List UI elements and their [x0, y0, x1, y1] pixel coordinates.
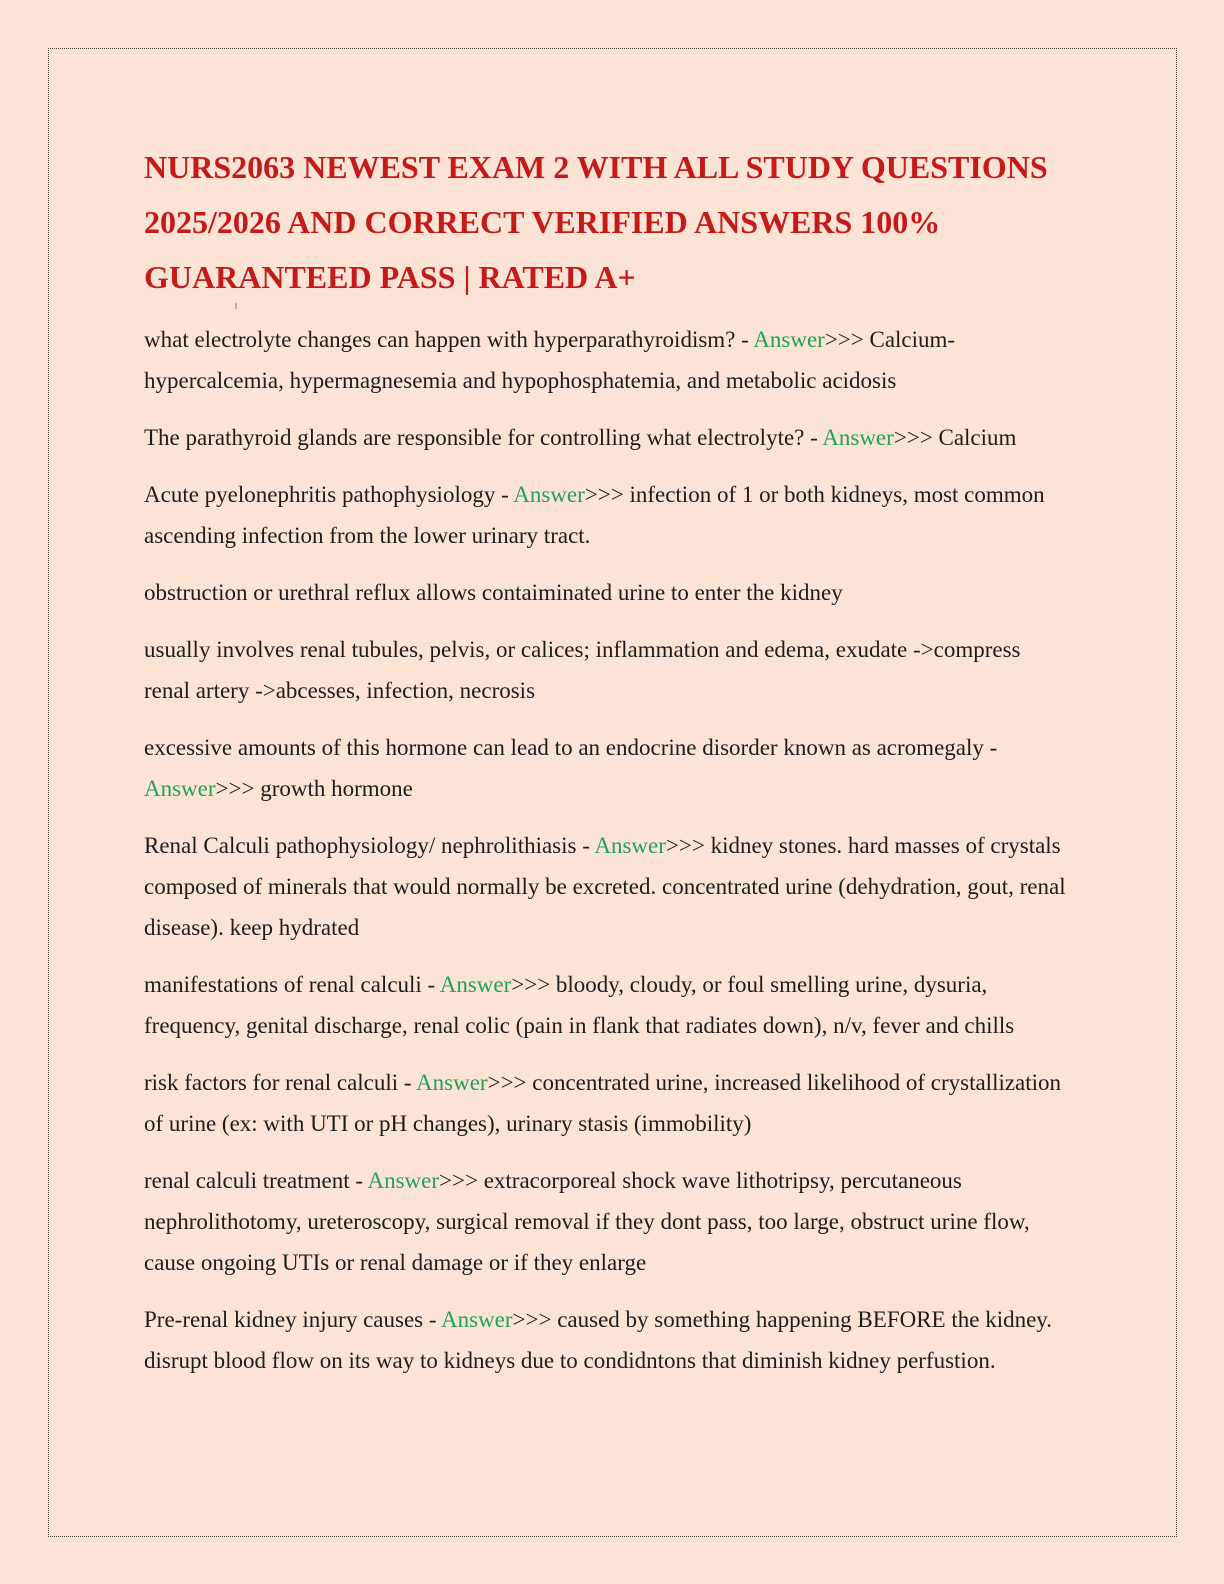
question-text: Acute pyelonephritis pathophysiology - [144, 482, 514, 507]
qa-paragraph [144, 572, 1070, 613]
answer-label: Answer [416, 1070, 488, 1095]
question-text: obstruction or urethral reflux allows contaiminated urine to enter the kidney [144, 580, 843, 605]
answer-text: >>> bloody, cloudy, or foul smelling urine, dysuria, frequency, genital discharge, renal colic (pain in flank that radiates down), n/v, fever and chills [144, 972, 1015, 1038]
qa-paragraph [144, 417, 1070, 458]
answer-text: >>> infection of 1 or both kidneys, most common ascending infection from the lower urinary tract. [144, 482, 1045, 548]
answer-text: >>> Calcium [893, 425, 1017, 450]
answer-label: Answer [753, 327, 825, 352]
qa-paragraph [144, 629, 1070, 711]
answer-label: Answer [513, 482, 585, 507]
question-text: risk factors for renal calculi - [144, 1070, 417, 1095]
answer-label: Answer [594, 833, 666, 858]
title-line-2: 2025/2026 AND CORRECT VERIFIED ANSWERS 100% [144, 204, 941, 240]
question-text: Renal Calculi pathophysiology/ nephrolithiasis - [144, 833, 595, 858]
answer-label: Answer [144, 776, 216, 801]
answer-text: >>> Calcium-hypercalcemia, hypermagnesemia and hypophosphatemia, and metabolic acidosis [144, 327, 956, 393]
question-text: Pre-renal kidney injury causes - [144, 1307, 441, 1332]
qa-paragraph [144, 1062, 1070, 1144]
answer-label: Answer [367, 1168, 440, 1193]
question-text: usually involves renal tubules, pelvis, or calices; inflammation and edema, exudate ->compress renal artery ->abcesses, infection, necrosis [144, 637, 1021, 703]
qa-paragraph [144, 474, 1070, 556]
answer-text: >>> kidney stones. hard masses of crystals composed of minerals that would normally be excreted. concentrated urine (dehydration, gout, renal disease). keep hydrated [144, 833, 1066, 940]
question-text: what electrolyte changes can happen with hyperparathyroidism? - [144, 327, 754, 352]
title-line-1: NURS2063 NEWEST EXAM 2 WITH ALL STUDY QUESTIONS [144, 149, 1048, 185]
question-text: The parathyroid glands are responsible for controlling what electrolyte? - [144, 425, 823, 450]
question-text: renal calculi treatment - [144, 1168, 368, 1193]
answer-label: Answer [822, 425, 894, 450]
title-line-3: GUARANTEED PASS | RATED A+ [144, 259, 636, 295]
qa-paragraph [144, 1299, 1070, 1381]
document-title [144, 140, 1070, 305]
question-text: excessive amounts of this hormone can lead to an endocrine disorder known as acromegaly - [144, 735, 998, 760]
qa-paragraph [144, 727, 1070, 809]
answer-text: >>> caused by something happening BEFORE the kidney. disrupt blood flow on its way to kidneys due to condidntons that diminish kidney perfustion. [144, 1307, 1053, 1373]
answer-label: Answer [439, 972, 512, 997]
document-content [144, 140, 1070, 1397]
answer-text: >>> concentrated urine, increased likelihood of crystallization of urine (ex: with UTI or pH changes), urinary stasis (immobility) [144, 1070, 1062, 1136]
answer-label: Answer [441, 1307, 513, 1332]
qa-paragraph [144, 964, 1070, 1046]
qa-paragraph [144, 1160, 1070, 1283]
qa-paragraph [144, 825, 1070, 948]
stray-mark [235, 303, 237, 309]
qa-paragraph [144, 319, 1070, 401]
answer-text: >>> growth hormone [215, 776, 413, 801]
answer-text: >>> extracorporeal shock wave lithotripsy, percutaneous nephrolithotomy, ureteroscopy, surgical removal if they dont pass, too large, obstruct urine flow, cause ongoing UTIs or renal damage or if they enlarge [144, 1168, 1030, 1275]
question-text: manifestations of renal calculi - [144, 972, 440, 997]
